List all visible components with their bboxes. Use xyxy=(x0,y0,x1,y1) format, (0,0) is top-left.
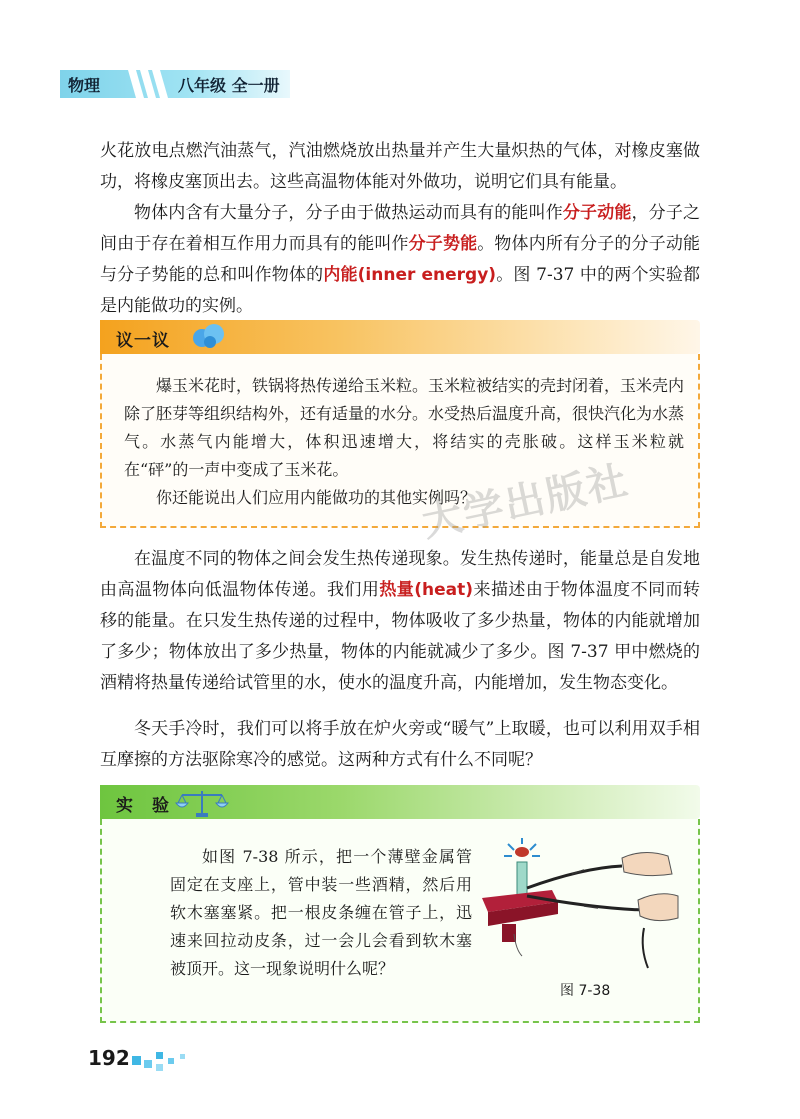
discuss-text-main: 爆玉米花时，铁锅将热传递给玉米粒。玉米粒被结实的壳封闭着，玉米壳内除了胚芽等组织结构外，还有适量的水分。水受热后温度升高，很快汽化为水蒸气。水蒸气内能增大，体积迅速增大，将结实的壳胀破。这样玉米粒就在“砰”的一声中变成了玉米花。 xyxy=(124,376,685,479)
discussion-icon xyxy=(188,320,232,354)
figure-caption: 图 7-38 xyxy=(560,983,611,999)
paragraph-2-text-a: 物体内含有大量分子，分子由于做热运动而具有的能叫作 xyxy=(134,203,563,223)
paragraph-2-text-c: 。物体内所有分子的分子动能与分子势能的总和叫作物体的 xyxy=(100,234,701,285)
discuss-text-question: 你还能说出人们应用内能做功的其他实例吗？ xyxy=(156,488,477,507)
term-molecular-kinetic-energy: 分子动能 xyxy=(562,203,632,223)
paragraph-2-text-b: ，分子之间由于存在着相互作用力而具有的能叫作 xyxy=(100,203,700,254)
metal-tube-friction-illustration xyxy=(472,838,682,974)
term-molecular-potential-energy: 分子势能 xyxy=(408,234,478,254)
discuss-box-header xyxy=(100,320,700,354)
experiment-label: 实 验 xyxy=(116,796,170,816)
paragraph-1: 火花放电点燃汽油蒸气，汽油燃烧放出热量并产生大量炽热的气体，对橡皮塞做功，将橡皮塞顶出去。这些高温物体能对外做功，说明它们具有能量。 xyxy=(100,141,700,192)
watermark: 大学出版社 xyxy=(418,457,634,547)
page-header xyxy=(60,70,290,98)
term-inner-energy: 内能(inner energy) xyxy=(323,265,497,285)
experiment-text: 如图 7-38 所示，把一个薄壁金属管固定在支座上，管中装一些酒精，然后用软木塞塞紧。把一根皮条缠在管子上，迅速来回拉动皮条，过一会儿会看到软木塞被顶开。这一现象说明什么呢？ xyxy=(170,847,472,978)
decorative-dots xyxy=(130,1046,210,1076)
experiment-box-header xyxy=(100,785,700,819)
subject-label: 物理 xyxy=(68,76,101,95)
paragraph-3-text-b: 来描述由于物体温度不同而转移的能量。在只发生热传递的过程中，物体吸收了多少热量，物体的内能就增加了多少；物体放出了多少热量，物体的内能就减少了多少。图 7-37 甲中燃烧的酒精将热量传递给试管里的水，使水的温度升高，内能增加，发生物态变化。 xyxy=(100,580,700,693)
discuss-label: 议一议 xyxy=(116,331,170,351)
paragraph-2-text-d: 。图 7-37 中的两个实验都是内能做功的实例。 xyxy=(100,265,701,316)
grade-label: 八年级 全一册 xyxy=(178,76,280,95)
page-number: 192 xyxy=(88,1046,130,1070)
cork-popping-icon xyxy=(504,838,540,857)
paragraph-2 xyxy=(100,198,700,322)
paragraph-3-text-a: 在温度不同的物体之间会发生热传递现象。发生热传递时，能量总是自发地由高温物体向低温物体传递。我们用 xyxy=(100,549,700,600)
term-heat: 热量(heat) xyxy=(379,580,474,600)
paragraph-4: 冬天手冷时，我们可以将手放在炉火旁或“暖气”上取暖，也可以利用双手相互摩擦的方法驱除寒冷的感觉。这两种方式有什么不同呢？ xyxy=(100,719,700,770)
balance-scale-icon xyxy=(172,785,232,819)
paragraph-3 xyxy=(100,544,700,699)
